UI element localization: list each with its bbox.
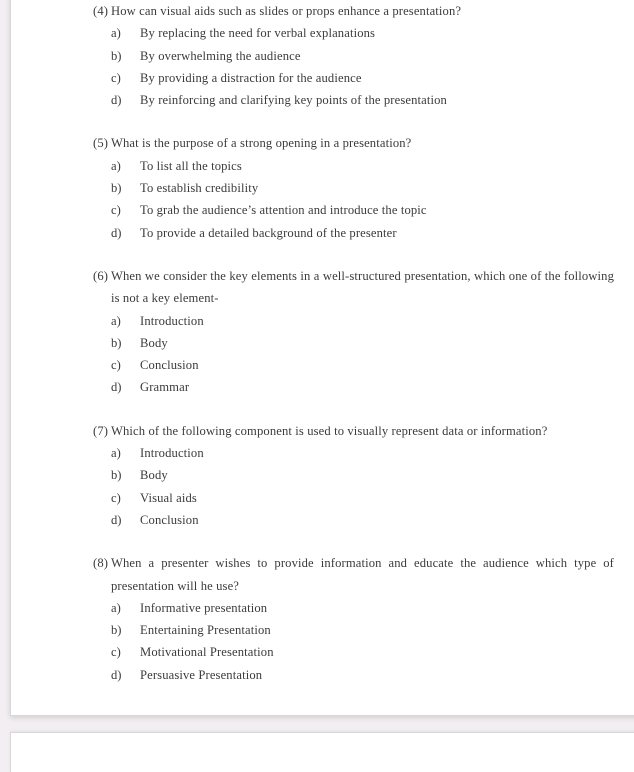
option-label: To grab the audience’s attention and introduce the topic <box>140 203 427 218</box>
question-text <box>93 132 614 154</box>
question-number: (7) <box>93 423 109 438</box>
option-marker: a) <box>111 600 121 615</box>
question-text <box>93 420 614 442</box>
document-page <box>10 0 634 716</box>
answer-option[interactable] <box>93 509 614 531</box>
answer-option[interactable] <box>93 464 614 486</box>
question-statement: Which of the following component is used to visually represent data or information? <box>111 423 548 438</box>
option-marker: d) <box>111 93 122 108</box>
answer-option[interactable] <box>93 376 614 398</box>
answer-option[interactable] <box>93 487 614 509</box>
question-block <box>93 132 614 243</box>
answer-option[interactable] <box>93 332 614 354</box>
option-label: Conclusion <box>140 512 199 527</box>
option-label: By overwhelming the audience <box>140 48 301 63</box>
answer-option[interactable] <box>93 222 614 244</box>
question-block <box>93 265 614 399</box>
option-marker: a) <box>111 26 121 41</box>
option-label: To provide a detailed background of the presenter <box>140 225 397 240</box>
question-statement: When we consider the key elements in a well-structured presentation, which one of the following is not a key element- <box>111 268 614 306</box>
question-number: (5) <box>93 136 109 151</box>
option-list <box>93 155 614 244</box>
option-marker: b) <box>111 48 122 63</box>
option-marker: a) <box>111 158 121 173</box>
option-marker: b) <box>111 335 122 350</box>
option-label: Grammar <box>140 380 190 395</box>
answer-option[interactable] <box>93 67 614 89</box>
answer-option[interactable] <box>93 89 614 111</box>
question-number: (6) <box>93 268 109 283</box>
option-label: Informative presentation <box>140 600 268 615</box>
question-number: (8) <box>93 556 109 571</box>
option-marker: b) <box>111 468 122 483</box>
answer-option[interactable] <box>93 22 614 44</box>
option-marker: b) <box>111 623 122 638</box>
answer-option[interactable] <box>93 664 614 686</box>
question-block <box>93 420 614 531</box>
option-label: Visual aids <box>140 490 197 505</box>
option-label: To list all the topics <box>140 158 242 173</box>
option-marker: d) <box>111 667 122 682</box>
question-text <box>93 0 614 22</box>
option-marker: b) <box>111 181 122 196</box>
page-content <box>93 0 614 686</box>
option-label: Motivational Presentation <box>140 645 274 660</box>
option-label: By replacing the need for verbal explanations <box>140 26 376 41</box>
answer-option[interactable] <box>93 641 614 663</box>
question-statement: How can visual aids such as slides or props enhance a presentation? <box>111 4 462 18</box>
question-block <box>93 0 614 111</box>
answer-option[interactable] <box>93 177 614 199</box>
answer-option[interactable] <box>93 199 614 221</box>
option-label: Entertaining Presentation <box>140 623 271 638</box>
option-label: Body <box>140 335 168 350</box>
option-label: Body <box>140 468 168 483</box>
option-label: Conclusion <box>140 358 199 373</box>
option-label: To establish credibility <box>140 181 259 196</box>
option-label: Persuasive Presentation <box>140 667 263 682</box>
option-label: Introduction <box>140 446 204 461</box>
answer-option[interactable] <box>93 155 614 177</box>
answer-option[interactable] <box>93 597 614 619</box>
option-list <box>93 597 614 686</box>
question-block <box>93 552 614 686</box>
question-number: (4) <box>93 4 109 18</box>
option-marker: d) <box>111 512 122 527</box>
answer-option[interactable] <box>93 354 614 376</box>
option-marker: c) <box>111 70 121 85</box>
option-label: By reinforcing and clarifying key points of the presentation <box>140 93 447 108</box>
option-label: Introduction <box>140 313 204 328</box>
next-document-page <box>10 732 634 772</box>
option-marker: d) <box>111 380 122 395</box>
question-text <box>93 265 614 310</box>
question-text <box>93 552 614 597</box>
option-marker: a) <box>111 313 121 328</box>
option-list <box>93 442 614 531</box>
answer-option[interactable] <box>93 310 614 332</box>
option-marker: c) <box>111 203 121 218</box>
option-marker: a) <box>111 446 121 461</box>
option-marker: c) <box>111 490 121 505</box>
answer-option[interactable] <box>93 442 614 464</box>
answer-option[interactable] <box>93 619 614 641</box>
option-label: By providing a distraction for the audience <box>140 70 362 85</box>
option-marker: c) <box>111 358 121 373</box>
answer-option[interactable] <box>93 45 614 67</box>
question-statement: What is the purpose of a strong opening in a presentation? <box>111 136 412 151</box>
option-list <box>93 310 614 399</box>
option-list <box>93 22 614 111</box>
option-marker: d) <box>111 225 122 240</box>
option-marker: c) <box>111 645 121 660</box>
question-statement: When a presenter wishes to provide information and educate the audience which type of presentation will he use? <box>111 556 614 593</box>
